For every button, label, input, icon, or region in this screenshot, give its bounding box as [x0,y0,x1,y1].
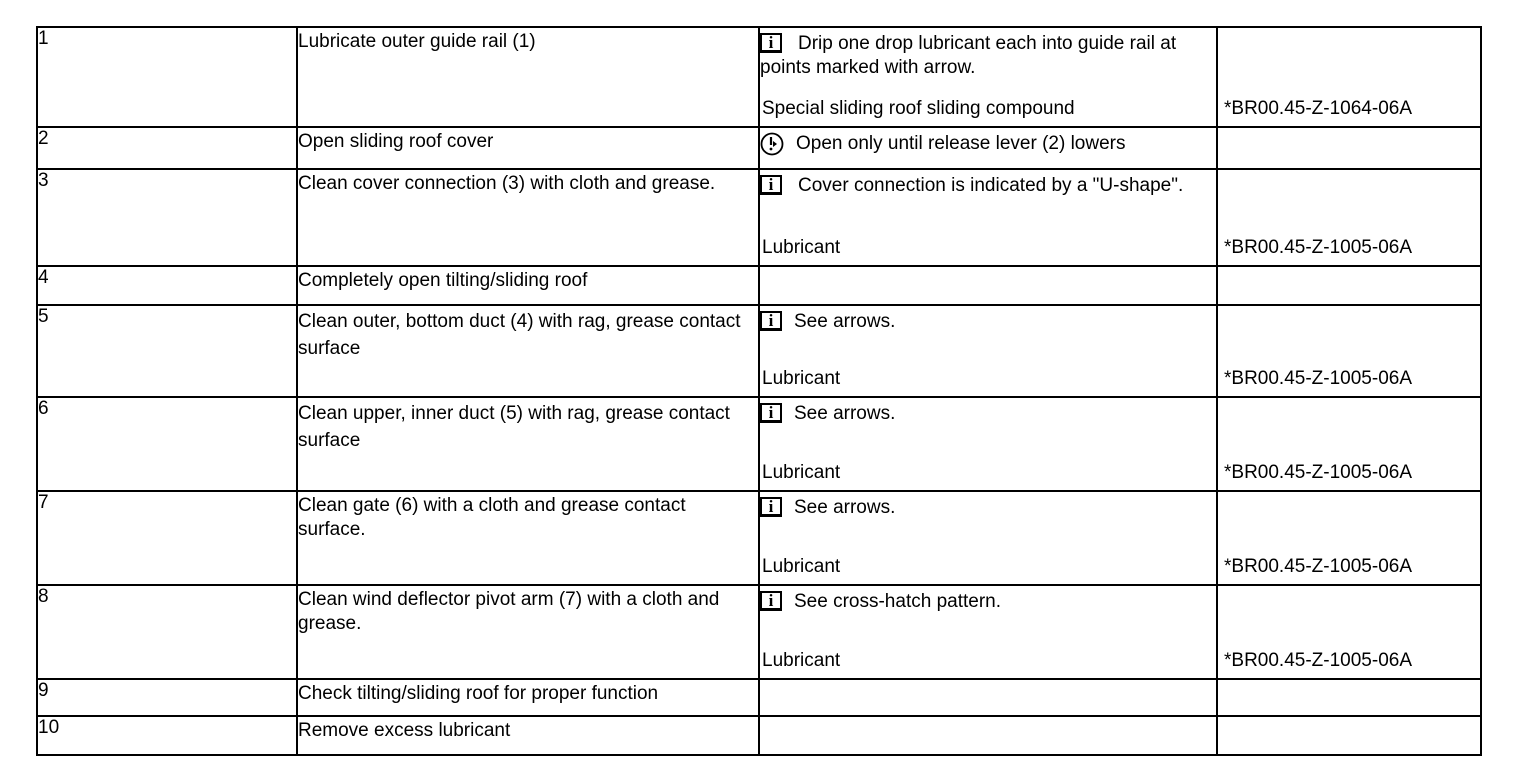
step-reference-cell [1217,679,1481,716]
step-number: 5 [38,306,49,327]
step-description-cell [297,679,759,716]
step-number: 10 [38,717,60,738]
step-material: Lubricant [762,237,841,258]
step-description: Clean outer, bottom duct (4) with rag, grease contact surface [298,311,741,359]
step-description: Clean wind deflector pivot arm (7) with a cloth and grease. [298,589,720,634]
step-number-cell [37,266,297,305]
step-reference-cell [1217,266,1481,305]
step-number: 2 [38,128,49,149]
table-row [37,679,1481,716]
procedure-table [36,26,1482,756]
step-reference-cell [1217,397,1481,491]
step-description: Completely open tilting/sliding roof [298,270,588,291]
step-description: Clean cover connection (3) with cloth and grease. [298,173,716,194]
info-icon: i [760,591,782,611]
step-reference-cell [1217,127,1481,169]
step-reference: *BR00.45-Z-1005-06A [1224,650,1412,671]
table-row [37,266,1481,305]
step-note: See cross-hatch pattern. [794,591,1001,612]
step-number: 3 [38,170,49,191]
step-number: 4 [38,267,49,288]
step-note: See arrows. [794,403,896,424]
step-description-cell [297,27,759,127]
step-note-cell [759,397,1217,491]
step-description-cell [297,305,759,397]
step-number-cell [37,491,297,585]
step-note: Cover connection is indicated by a "U-shape". [798,175,1184,196]
step-reference-cell [1217,491,1481,585]
info-icon: i [760,497,782,517]
step-description-cell [297,169,759,266]
step-note-cell [759,679,1217,716]
step-number-cell [37,27,297,127]
step-material: Lubricant [762,368,841,389]
step-number-cell [37,585,297,679]
step-reference-cell [1217,305,1481,397]
step-reference-cell [1217,585,1481,679]
step-note-cell [759,127,1217,169]
step-number-cell [37,169,297,266]
step-description: Clean upper, inner duct (5) with rag, grease contact surface [298,403,730,451]
step-number-cell [37,716,297,755]
step-reference-cell [1217,27,1481,127]
info-icon: i [760,175,782,195]
step-description-cell [297,127,759,169]
step-number: 9 [38,680,49,701]
step-reference: *BR00.45-Z-1005-06A [1224,368,1412,389]
step-note-cell [759,585,1217,679]
step-note-cell [759,716,1217,755]
table-row [37,491,1481,585]
step-number: 7 [38,492,49,513]
info-icon: i [760,403,782,423]
step-description: Lubricate outer guide rail (1) [298,31,536,52]
step-note: See arrows. [794,311,896,332]
step-material: Lubricant [762,462,841,483]
table-row [37,127,1481,169]
step-note: Open only until release lever (2) lowers [796,133,1126,154]
step-description: Check tilting/sliding roof for proper function [298,683,659,704]
step-reference-cell [1217,169,1481,266]
table-row [37,169,1481,266]
step-note-cell [759,27,1217,127]
step-number: 6 [38,398,49,419]
step-material: Lubricant [762,556,841,577]
step-number: 8 [38,586,49,607]
step-description-cell [297,491,759,585]
table-row [37,716,1481,755]
step-number-cell [37,305,297,397]
info-icon: i [760,33,782,53]
caution-icon [760,132,784,156]
step-note-cell [759,305,1217,397]
step-description-cell [297,397,759,491]
step-note-cell [759,169,1217,266]
step-number-cell [37,397,297,491]
table-row [37,27,1481,127]
step-number: 1 [38,28,49,49]
step-note-cell [759,266,1217,305]
step-description-cell [297,716,759,755]
step-note: Drip one drop lubricant each into guide rail at points marked with arrow. [760,33,1177,78]
step-reference: *BR00.45-Z-1064-06A [1224,98,1412,119]
step-note-cell [759,491,1217,585]
step-description: Clean gate (6) with a cloth and grease contact surface. [298,495,686,540]
step-number-cell [37,679,297,716]
procedure-sheet [36,26,1480,756]
table-row [37,397,1481,491]
step-reference: *BR00.45-Z-1005-06A [1224,556,1412,577]
info-icon: i [760,311,782,331]
step-description: Open sliding roof cover [298,131,494,152]
step-note: See arrows. [794,497,896,518]
table-row [37,585,1481,679]
step-number-cell [37,127,297,169]
step-description-cell [297,585,759,679]
table-row [37,305,1481,397]
step-material: Special sliding roof sliding compound [762,98,1075,119]
step-material: Lubricant [762,650,841,671]
step-reference: *BR00.45-Z-1005-06A [1224,462,1412,483]
step-description: Remove excess lubricant [298,720,511,741]
step-description-cell [297,266,759,305]
step-reference: *BR00.45-Z-1005-06A [1224,237,1412,258]
step-reference-cell [1217,716,1481,755]
